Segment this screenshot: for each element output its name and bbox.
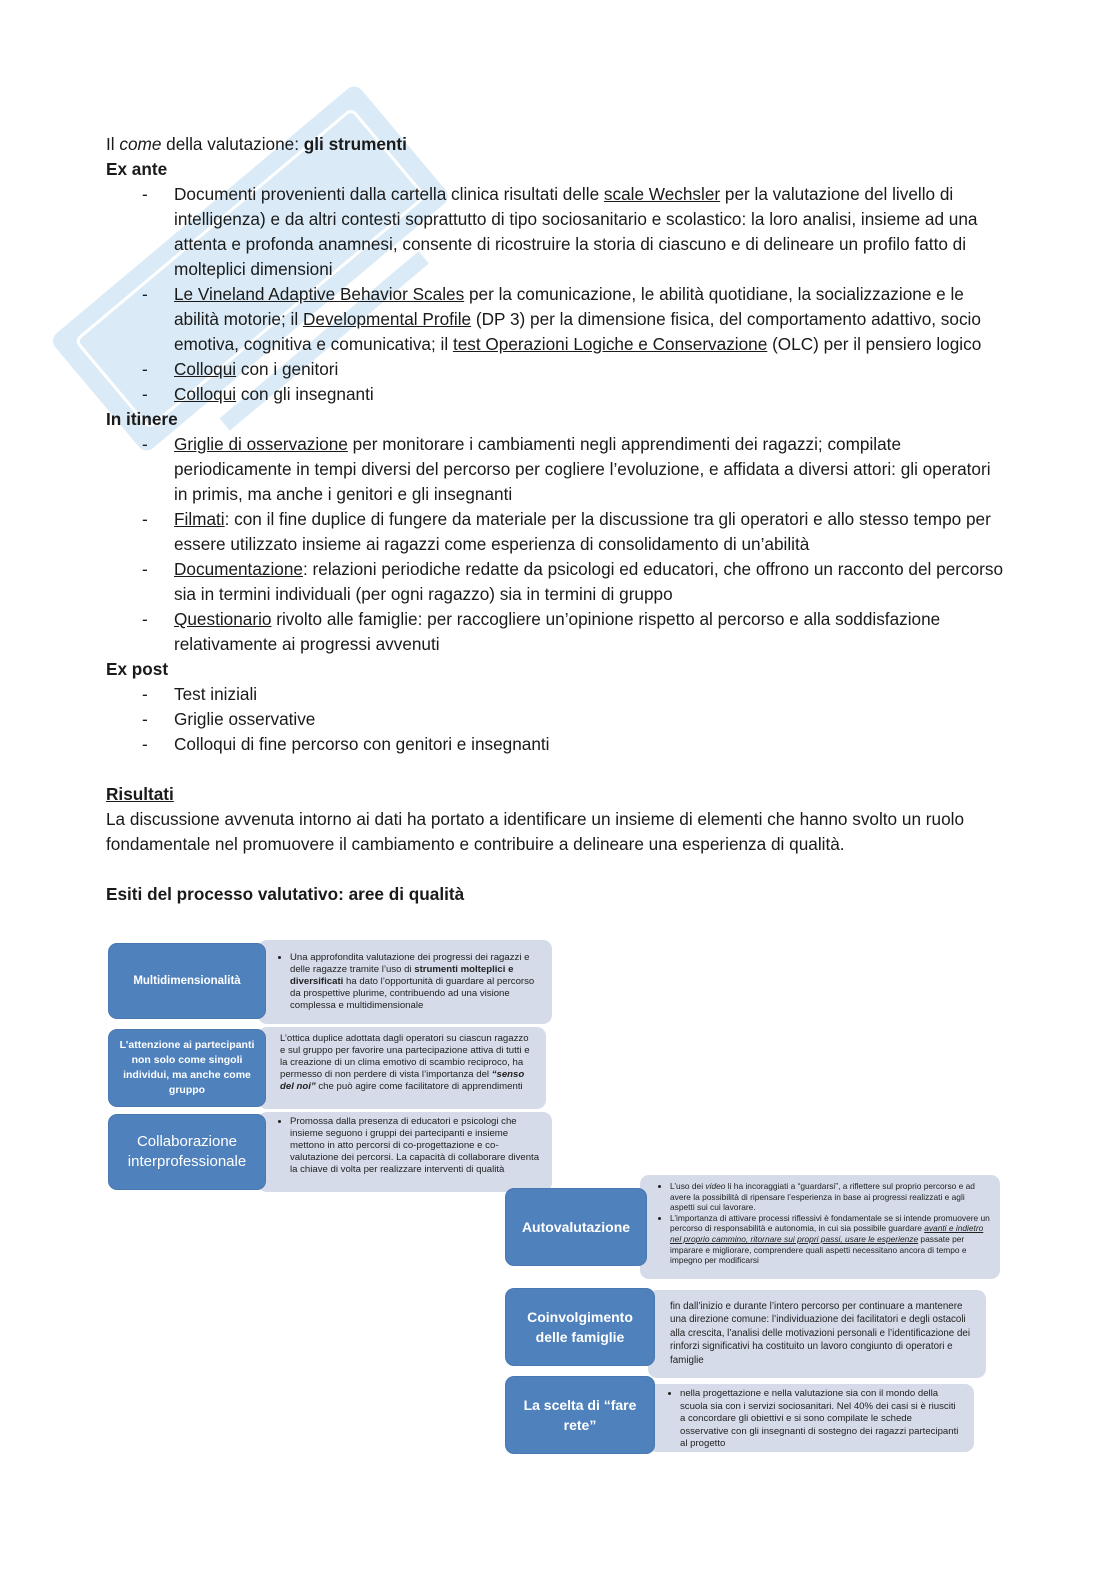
area3-description: • Promossa dalla presenza di educatori e psicologi che insieme seguono i gruppi dei partecipanti e insieme mettono in atto percorsi di co-progettazione e co-valutazione dei percorsi. La capacità di collaborare diventa la chiave di volta per realizzare interventi di qualità: [258, 1112, 552, 1192]
risultati-text: La discussione avvenuta intorno ai dati ha portato a identificare un insieme di elementi che hanno svolto un ruolo fondamentale nel promuovere il cambiamento e contribuire a delineare una esperienza di qualità.: [106, 809, 965, 854]
area5-label: Coinvolgimento delle famiglie: [505, 1288, 655, 1366]
list-item: - Documenti provenienti dalla cartella clinica risultati delle scale Wechsler per la valutazione del livello di intelligenza) e da altri contesti soprattutto di tipo sociosanitario e scolastico: la loro analisi, insieme ad una attenta e profonda anamnesi, consente di ricostruire la storia di ciascuno e di delineare un profilo fatto di molteplici dimensioni: [174, 182, 1006, 282]
ex-ante-heading: Ex ante: [106, 159, 168, 179]
document-body: [106, 132, 1006, 907]
ex-ante-list: [106, 182, 1006, 407]
area2-description: L’ottica duplice adottata dagli operatori su ciascun ragazzo e sul gruppo per favorire una partecipazione attiva di tutti e la creazione di un clima emotivo di scambio reciproco, ha permesso di non perdere di vista l’importanza del “senso del noi” che può agire come facilitatore di apprendimenti: [258, 1027, 546, 1109]
list-item: - Le Vineland Adaptive Behavior Scales per la comunicazione, le abilità quotidiane, la socializzazione e le abilità motorie; il Developmental Profile (DP 3) per la dimensione fisica, del comportamento adattivo, socio emotiva, cognitiva e comunicativa; il test Operazioni Logiche e Conservazione (OLC) per il pensiero logico: [174, 282, 1006, 357]
area2-label: L’attenzione ai partecipanti non solo come singoli individui, ma anche come gruppo: [108, 1029, 266, 1107]
area6-label: La scelta di “fare rete”: [505, 1376, 655, 1454]
area3-label: Collaborazione interprofessionale: [108, 1114, 266, 1190]
in-itinere-list: [106, 432, 1006, 657]
list-item: - Colloqui di fine percorso con genitori e insegnanti: [174, 732, 1006, 757]
ex-post-list: [106, 682, 1006, 757]
list-item: - Griglie di osservazione per monitorare i cambiamenti negli apprendimenti dei ragazzi; compilate periodicamente in tempi diversi del percorso per cogliere l’evoluzione, e affidata a diversi attori: gli operatori in primis, ma anche i genitori e gli insegnanti: [174, 432, 1006, 507]
list-item: - Griglie osservative: [174, 707, 1006, 732]
list-item: - Questionario rivolto alle famiglie: per raccogliere un’opinione rispetto al percorso e alla soddisfazione relativamente ai progressi avvenuti: [174, 607, 1006, 657]
diagram-title: Esiti del processo valutativo: aree di qualità: [106, 884, 465, 904]
area1-description: • Una approfondita valutazione dei progressi dei ragazzi e delle ragazze tramite l’uso di strumenti molteplici e diversificati ha dato l’opportunità di guardare al percorso da prospettive plurime, contribuendo ad una visione complessa e multidimensionale: [258, 940, 552, 1024]
section-title: Il come della valutazione: gli strumenti: [106, 134, 407, 154]
area6-description: • nella progettazione e nella valutazione sia con il mondo della scuola sia con i servizi sociosanitari. Nel 40% dei casi si è riusciti a concordare gli obiettivi e si sono compilate le schede osservative con gli insegnanti di sostegno dei ragazzi partecipanti al progetto: [648, 1384, 974, 1452]
ex-post-heading: Ex post: [106, 659, 169, 679]
list-item: - Test iniziali: [174, 682, 1006, 707]
in-itinere-heading: In itinere: [106, 409, 178, 429]
area1-label: Multidimensionalità: [108, 943, 266, 1019]
list-item: - Filmati: con il fine duplice di fungere da materiale per la discussione tra gli operatori e allo stesso tempo per essere utilizzato insieme ai ragazzi come esperienza di consolidamento di un’abilità: [174, 507, 1006, 557]
area4-label: Autovalutazione: [505, 1188, 647, 1266]
list-item: - Colloqui con i genitori: [174, 357, 1006, 382]
list-item: - Documentazione: relazioni periodiche redatte da psicologi ed educatori, che offrono un racconto del percorso sia in termini individuali (per ogni ragazzo) sia in termini di gruppo: [174, 557, 1006, 607]
risultati-heading: Risultati: [106, 784, 174, 804]
area5-description: fin dall’inizio e durante l’intero percorso per continuare a mantenere una direzione comune: l’individuazione dei facilitatori e degli ostacoli alla crescita, l’analisi delle motivazioni personali e l’identificazione dei rinforzi significativi ha costituito un lavoro congiunto di operatori e famiglie: [648, 1290, 986, 1378]
list-item: - Colloqui con gli insegnanti: [174, 382, 1006, 407]
area4-description: • L’uso dei video li ha incoraggiati a “guardarsi”, a riflettere sul proprio percorso e ad avere la possibilità di ripensare l’esperienza in base ai progressi realizzati e agli aspetti sui cui lavorare. • L’importanza di attivare processi riflessivi è fondamentale se si intende promuovere un percorso di responsabilità e autonomia, in cui sia possibile guardare avanti e indietro nel proprio cammino, ritornare sui propri passi, usare le esperienze passate per imparare e migliorare, comprendere quali aspetti necessitano ancora di tempo e impegno per modificarsi: [640, 1175, 1000, 1279]
